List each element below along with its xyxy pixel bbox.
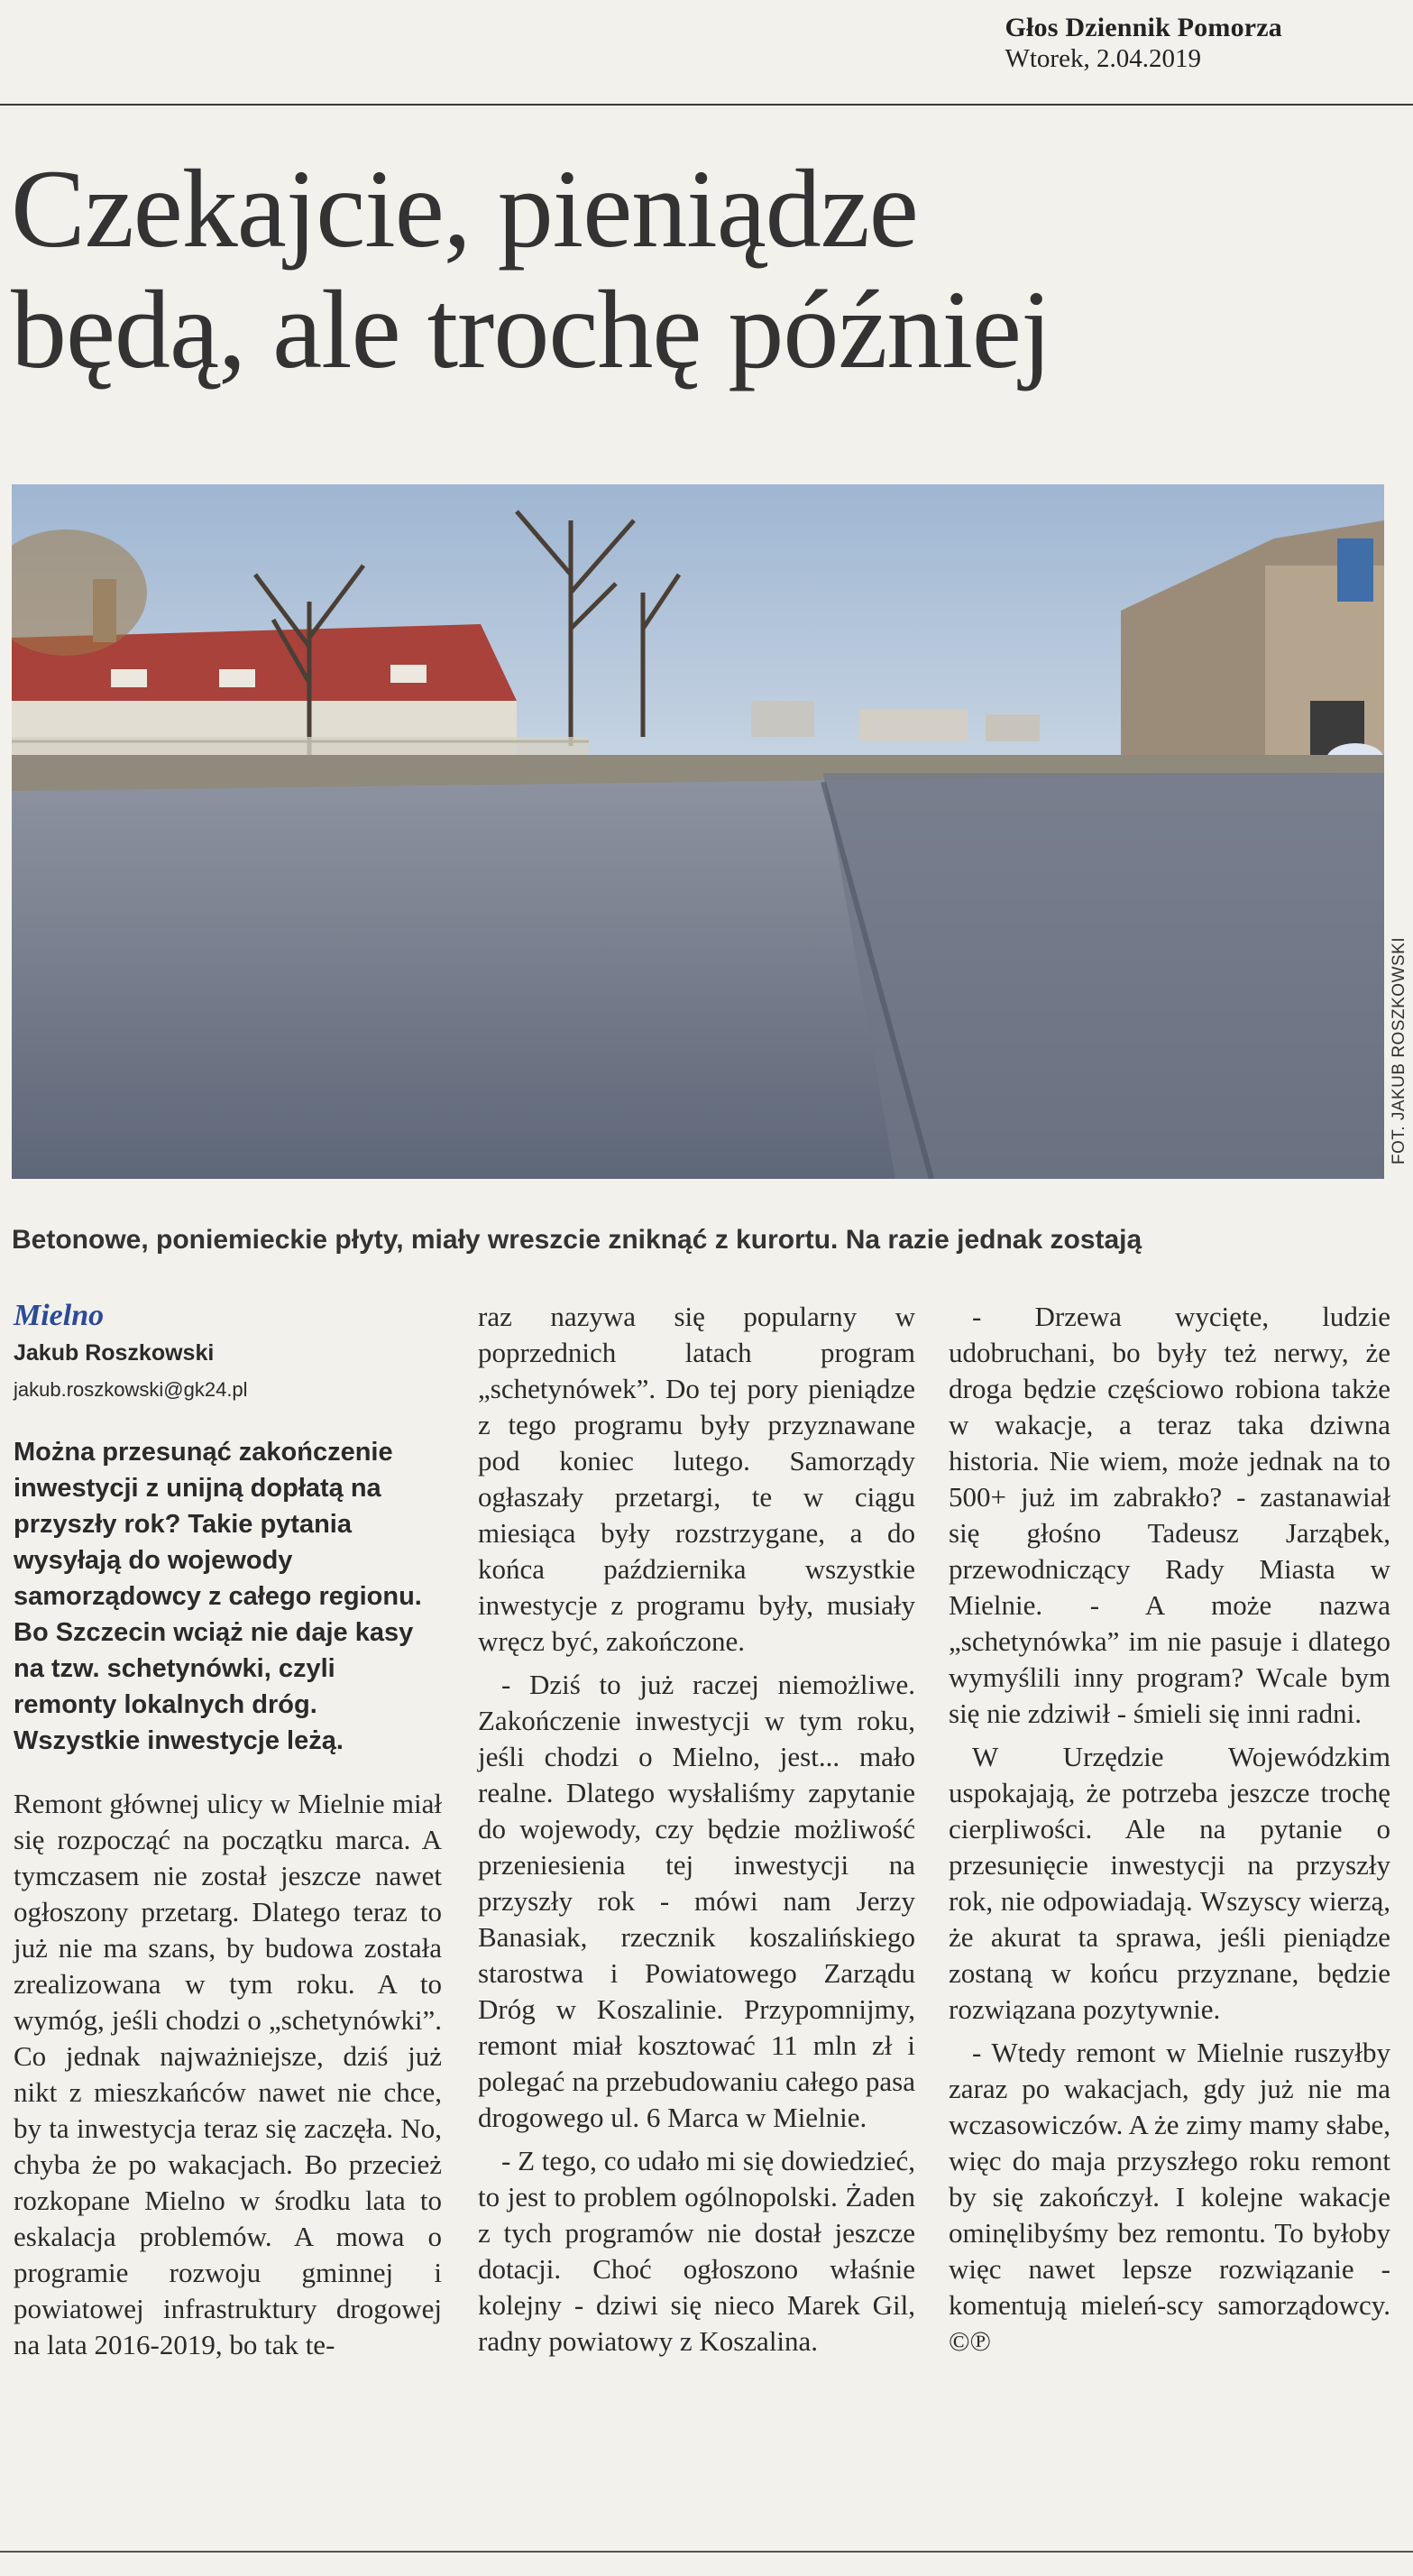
top-rule	[0, 104, 1413, 106]
photo-credit	[1390, 920, 1409, 1182]
photo-caption: Betonowe, poniemieckie płyty, miały wreszcie zniknąć z kurortu. Na razie jednak zostają	[12, 1225, 1142, 1255]
bottom-rule	[0, 2551, 1413, 2553]
body-paragraph: W Urzędzie Wojewódzkim uspokajają, że potrzeba jeszcze trochę cierpliwości. Ale na pytanie o przesunięcie inwestycji na przyszły rok, nie odpowiadają. Wszyscy wierzą, że akurat ta sprawa, jeśli pieniądze zostaną w końcu przyznane, będzie rozwiązana pozytywnie.	[949, 1741, 1390, 2025]
masthead	[1005, 13, 1282, 74]
body-paragraph: - Dziś to już raczej niemożliwe. Zakończenie inwestycji w tym roku, jeśli chodzi o Mielno, jest... mało realne. Dlatego wysłaliśmy zapytanie do wojewody, czy będzie możliwość przeniesienia tej inwestycji na przyszły rok - mówi nam Jerzy Banasiak, rzecznik koszalińskiego starostwa i Powiatowego Zarządu Dróg w Koszalinie. Przypomnijmy, remont miał kosztować 11 mln zł i polegać na przebudowaniu całego pasa drogowego ul. 6 Marca w Mielnie.	[478, 1669, 915, 2133]
body-paragraph: - Z tego, co udało mi się dowiedzieć, to jest to problem ogólnopolski. Żaden z tych programów nie dostał jeszcze dotacji. Choć ogłoszono właśnie kolejny - dziwi się nieco Marek Gil, radny powiatowy z Koszalina.	[478, 2145, 915, 2357]
column-3	[949, 1299, 1390, 2360]
photo-credit-text: FOT. JAKUB ROSZKOWSKI	[1390, 936, 1408, 1165]
body-paragraph: Remont głównej ulicy w Mielnie miał się rozpocząć na początku marca. A tymczasem nie został jeszcze nawet ogłoszony przetarg. Dlatego teraz to już nie ma szans, by budowa została zrealizowana w tym roku. A to wymóg, jeśli chodzi o „schetynówki”. Co jednak najważniejsze, dziś już nikt z mieszkańców nawet nie chce, by ta inwestycja teraz się zaczęła. No, chyba że po wakacjach. Bo przecież rozkopane Mielno w środku lata to eskalacja problemów. A mowa o programie rozwoju gminnej i powiatowej infrastruktury drogowej na lata 2016-2019, bo tak te-	[14, 1788, 442, 2360]
headline-line-2: będą, ale trochę później	[11, 268, 1051, 391]
headline-line-1: Czekajcie, pieniądze	[11, 147, 918, 271]
author-name: Jakub Roszkowski	[14, 1340, 215, 1366]
body-paragraph: - Wtedy remont w Mielnie ruszyłby zaraz po wakacjach, gdy już nie ma wczasowiczów. A że zimy mamy słabe, więc do maja przyszłego roku remont by się zakończył. I kolejne wakacje ominęlibyśmy bez remontu. To byłoby więc nawet lepsze rozwiązanie - komentują mieleń-scy samorządowcy. ©℗	[949, 2037, 1390, 2357]
issue-date: Wtorek, 2.04.2019	[1005, 43, 1201, 73]
author-email[interactable]: jakub.roszkowski@gk24.pl	[14, 1378, 248, 1401]
headline	[11, 149, 1381, 391]
street-photo	[12, 484, 1384, 1179]
column-1	[14, 1299, 442, 2363]
lead-paragraph: Można przesunąć zakończenie inwestycji z unijną dopłatą na przyszły rok? Takie pytania wysyłają do wojewody samorządowcy z całego regionu. Bo Szczecin wciąż nie daje kasy na tzw. schetynówki, czyli remonty lokalnych dróg. Wszystkie inwestycje leżą.	[14, 1438, 422, 1755]
body-paragraph: raz nazywa się popularny w poprzednich latach program „schetynówek”. Do tej pory pieniądze z tego programu były przyznawane pod koniec lutego. Samorządy ogłaszały przetargi, te w ciągu miesiąca były rozstrzygane, a do końca października wszystkie inwestycje z programu były, musiały wręcz być, zakończone.	[478, 1301, 915, 1657]
body-paragraph: - Drzewa wycięte, ludzie udobruchani, bo były też nerwy, że droga będzie częściowo robiona także w wakacje, a teraz taka dziwna historia. Nie wiem, może jednak na to 500+ już im zabrakło? - zastanawiał się głośno Tadeusz Jarząbek, przewodniczący Rady Miasta w Mielnie. - A może nazwa „schetynówka” im nie pasuje i dlatego wymyślili inny program? Wcale bym się nie zdziwił - śmieli się inni radni.	[949, 1301, 1390, 1729]
column-2	[478, 1299, 915, 2360]
section-label: Mielno	[14, 1299, 105, 1332]
newspaper-name: Głos Dziennik Pomorza	[1005, 13, 1282, 42]
